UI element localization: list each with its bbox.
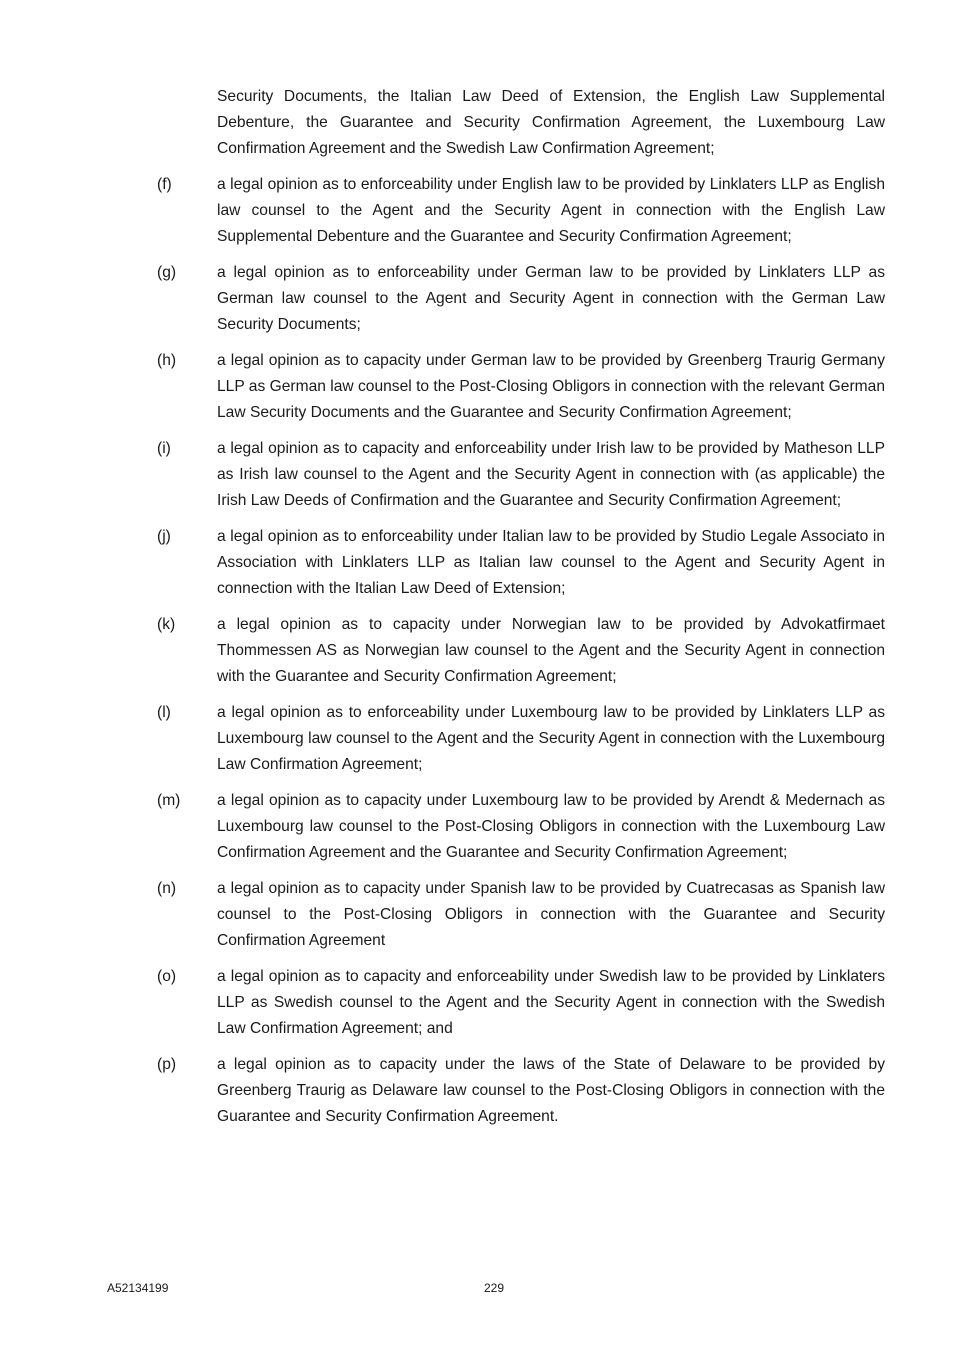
list-item-text: a legal opinion as to capacity and enforceability under Irish law to be provided by Matheson LLP as Irish law counsel to the Agent and the Security Agent in connection with (as applicable) the Irish Law Deeds of Confirmation and the Guarantee and Security Confirmation Agreement; — [217, 440, 885, 509]
list-item-text: a legal opinion as to enforceability under Italian law to be provided by Studio Legale Associato in Association with Linklaters LLP as Italian law counsel to the Agent and Security Agent in connection with the Italian Law Deed of Extension; — [217, 528, 885, 597]
list-item-m — [157, 788, 885, 866]
list-item-label: (m) — [157, 792, 181, 809]
list-item-text: a legal opinion as to capacity under the laws of the State of Delaware to be provided by Greenberg Traurig as Delaware law counsel to the Post-Closing Obligors in connection with the Guarantee and Security Confirmation Agreement. — [217, 1056, 885, 1125]
list-item-label: (o) — [157, 968, 177, 985]
list-item-l — [157, 700, 885, 778]
list-item-label: (f) — [157, 176, 172, 193]
list-item-text: a legal opinion as to capacity under Luxembourg law to be provided by Arendt & Medernach as Luxembourg law counsel to the Post-Closing Obligors in connection with the Luxembourg Law Confirmation Agreement and the Guarantee and Security Confirmation Agreement; — [217, 792, 885, 861]
list-item-text: a legal opinion as to enforceability under German law to be provided by Linklaters LLP as German law counsel to the Agent and Security Agent in connection with the German Law Security Documents; — [217, 264, 885, 333]
list-item-h — [157, 348, 885, 426]
list-item-f — [157, 172, 885, 250]
list-item-p — [157, 1052, 885, 1130]
list-item-label: (i) — [157, 440, 171, 457]
list-item-label: (k) — [157, 616, 176, 633]
list-item-label: (g) — [157, 264, 177, 281]
list-item-text: a legal opinion as to enforceability under Luxembourg law to be provided by Linklaters LLP as Luxembourg law counsel to the Agent and the Security Agent in connection with the Luxembourg Law Confirmation Agreement; — [217, 704, 885, 773]
list-item-g — [157, 260, 885, 338]
list-item-text: a legal opinion as to capacity under German law to be provided by Greenberg Traurig Germany LLP as German law counsel to the Post-Closing Obligors in connection with the relevant German Law Security Documents and the Guarantee and Security Confirmation Agreement; — [217, 352, 885, 421]
footer-page-number: 229 — [484, 1281, 505, 1295]
list-item-text: a legal opinion as to enforceability under English law to be provided by Linklaters LLP as English law counsel to the Agent and the Security Agent in connection with the English Law Supplemental Debenture and the Guarantee and Security Confirmation Agreement; — [217, 176, 885, 245]
list-item-i — [157, 436, 885, 514]
list-item-j — [157, 524, 885, 602]
list-item-k — [157, 612, 885, 690]
list-item-text: a legal opinion as to capacity and enforceability under Swedish law to be provided by Linklaters LLP as Swedish counsel to the Agent and the Security Agent in connection with the Swedish Law Confirmation Agreement; and — [217, 968, 885, 1037]
list-item-label: (h) — [157, 352, 177, 369]
document-body — [157, 84, 885, 1140]
list-item-label: (n) — [157, 880, 177, 897]
continuation-paragraph: Security Documents, the Italian Law Deed of Extension, the English Law Supplemental Debenture, the Guarantee and Security Confirmation Agreement, the Luxembourg Law Confirmation Agreement and the Swedish Law Confirmation Agreement; — [217, 88, 885, 157]
list-item-label: (l) — [157, 704, 171, 721]
list-item-n — [157, 876, 885, 954]
list-item-text: a legal opinion as to capacity under Norwegian law to be provided by Advokatfirmaet Thommessen AS as Norwegian law counsel to the Agent and the Security Agent in connection with the Guarantee and Security Confirmation Agreement; — [217, 616, 885, 685]
list-item-label: (j) — [157, 528, 171, 545]
list-item-label: (p) — [157, 1056, 177, 1073]
footer-document-reference: A52134199 — [107, 1281, 169, 1295]
list-item-text: a legal opinion as to capacity under Spanish law to be provided by Cuatrecasas as Spanish law counsel to the Post-Closing Obligors in connection with the Guarantee and Security Confirmation Agreement — [217, 880, 885, 949]
list-item-o — [157, 964, 885, 1042]
